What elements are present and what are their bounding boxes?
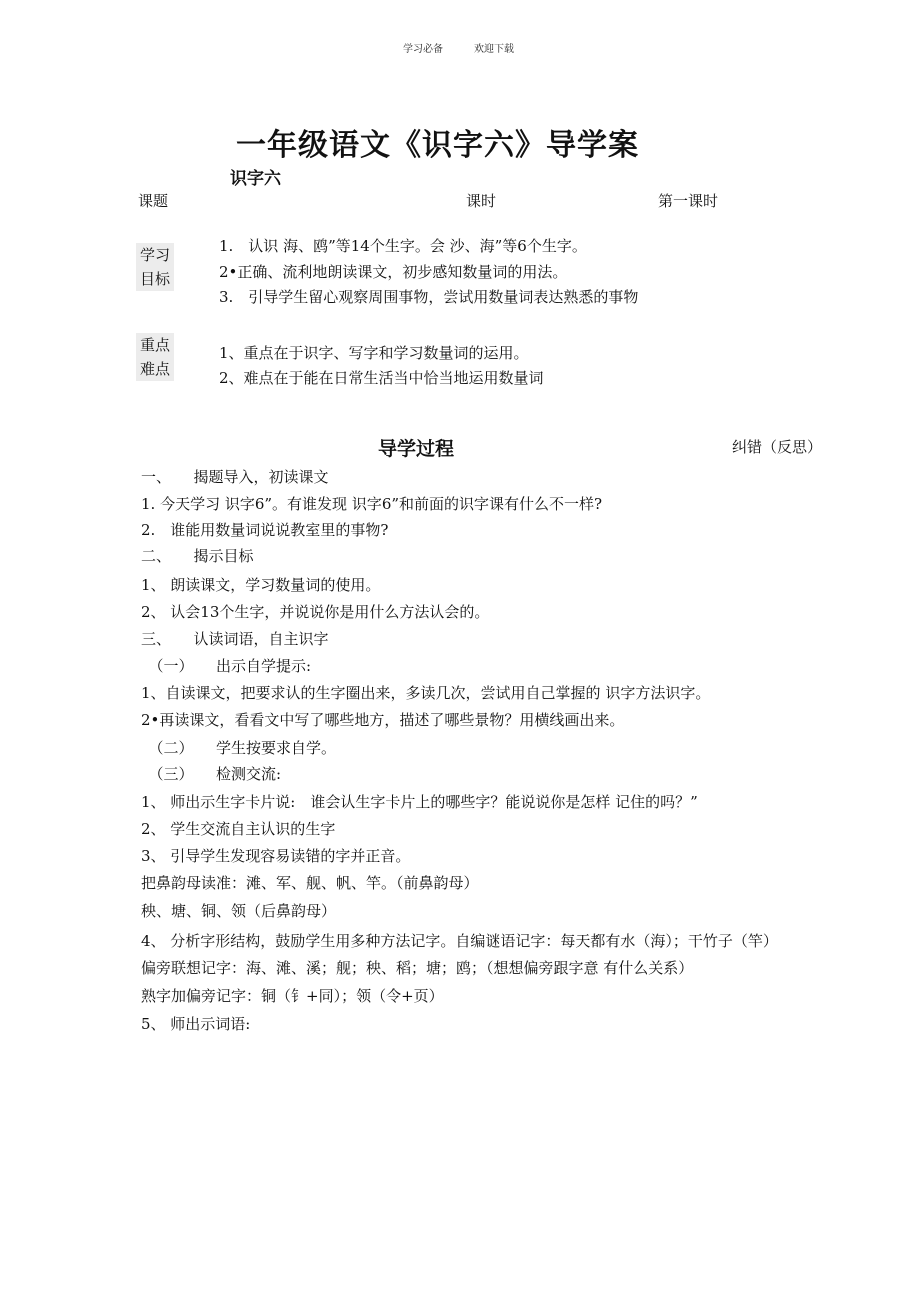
objective-item: 1. 认识 海、鸥”等14个生字。会 沙、海”等6个生字。: [219, 237, 587, 255]
process-line: 3、 引导学生发现容易读错的字并正音。: [141, 847, 411, 865]
objectives-label-line1: 学习: [139, 246, 170, 264]
process-line: （二） 学生按要求自学。: [141, 739, 337, 757]
process-line: 1、 师出示生字卡片说: 谁会认生字卡片上的哪些字？能说说你是怎样 记住的吗？”: [141, 793, 698, 811]
header-right-text: 欢迎下载: [474, 44, 514, 55]
process-line: 5、 师出示词语:: [141, 1015, 251, 1033]
process-line: （一） 出示自学提示:: [141, 657, 312, 675]
process-line: 秧、塘、铜、领（后鼻韵母）: [141, 902, 337, 920]
process-line: 2、 认会13个生字，并说说你是用什么方法认会的。: [141, 603, 490, 621]
process-line: 1. 今天学习 识字6”。有谁发现 识字6”和前面的识字课有什么不一样?: [141, 495, 603, 513]
process-line: 2•再读课文，看看文中写了哪些地方，描述了哪些景物？用横线画出来。: [141, 711, 625, 729]
keypoints-label: [136, 333, 174, 381]
reflection-column-label: 纠错（反思）: [732, 438, 823, 456]
objectives-label-line2: 目标: [139, 270, 170, 288]
period-value: 第一课时: [658, 192, 719, 210]
header-left-text: 学习必备: [403, 44, 443, 55]
process-line: （三） 检测交流:: [141, 765, 282, 783]
objective-item: 2•正确、流利地朗读课文，初步感知数量词的用法。: [219, 263, 568, 281]
process-line: 把鼻韵母读准：滩、军、舰、帆、竿。（前鼻韵母）: [141, 874, 479, 892]
objective-item: 3. 引导学生留心观察周围事物，尝试用数量词表达熟悉的事物: [219, 288, 639, 306]
process-line: 熟字加偏旁记字：铜（钅+同）；领（令+页）: [141, 987, 444, 1005]
keypoints-label-line2: 难点: [139, 360, 170, 378]
process-line: 4、 分析字形结构，鼓励学生用多种方法记字。自编谜语记字：每天都有水（海）；干竹子（竿）: [141, 932, 778, 950]
period-label: 课时: [466, 192, 497, 210]
process-line: 偏旁联想记字：海、滩、溪；舰；秧、稻；塘；鸥；（想想偏旁跟字意 有什么关系）: [141, 959, 694, 977]
keypoint-item: 1、重点在于识字、写字和学习数量词的运用。: [219, 344, 529, 362]
topic-label: 课题: [138, 192, 169, 210]
process-line: 1、 朗读课文，学习数量词的使用。: [141, 576, 381, 594]
process-line: 2、 学生交流自主认识的生字: [141, 820, 336, 838]
page-title: 一年级语文《识字六》导学案: [236, 128, 639, 163]
process-title: 导学过程: [378, 438, 455, 460]
process-line: 三、 认读词语，自主识字: [141, 630, 329, 648]
process-line: 二、 揭示目标: [141, 547, 254, 565]
process-line: 1、自读课文，把要求认的生字圈出来，多读几次，尝试用自己掌握的 识字方法识字。: [141, 684, 711, 702]
process-line: 2. 谁能用数量词说说教室里的事物?: [141, 521, 389, 539]
keypoints-label-line1: 重点: [139, 336, 170, 354]
process-line: 一、 揭题导入，初读课文: [141, 468, 329, 486]
objectives-label: [136, 243, 174, 291]
keypoint-item: 2、难点在于能在日常生活当中恰当地运用数量词: [219, 369, 544, 387]
page-subtitle: 识字六: [230, 169, 281, 189]
